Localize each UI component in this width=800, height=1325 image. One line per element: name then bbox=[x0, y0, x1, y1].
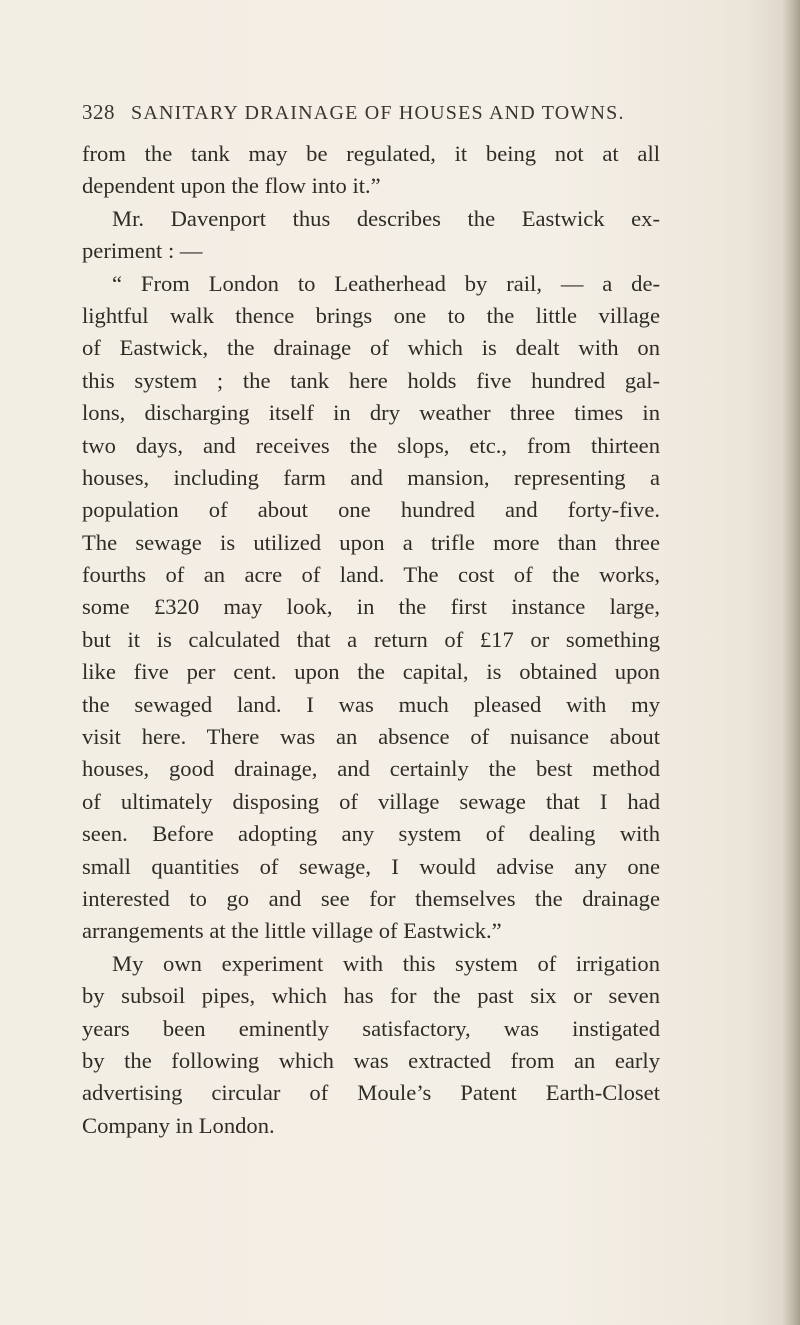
body-text bbox=[82, 138, 660, 1142]
text-line: from the tank may be regulated, it being not at all bbox=[82, 141, 660, 166]
text-line: seen. Before adopting any system of dealing with bbox=[82, 821, 660, 847]
text-line: My own experiment with this system of irrigation bbox=[112, 950, 660, 976]
text-line: by the following which was extracted from an early bbox=[82, 1047, 660, 1073]
text-line: The sewage is utilized upon a trifle more than three bbox=[82, 529, 660, 555]
text-line: the sewaged land. I was much pleased with my bbox=[82, 691, 660, 717]
running-header bbox=[82, 100, 662, 125]
running-title: SANITARY DRAINAGE OF HOUSES AND TOWNS. bbox=[131, 102, 625, 124]
page-edge-shadow bbox=[782, 0, 800, 1325]
text-line: arrangements at the little village of Eastwick.” bbox=[82, 918, 502, 944]
text-line: by subsoil pipes, which has for the past six or seven bbox=[82, 983, 660, 1009]
text-line: lons, discharging itself in dry weather three times in bbox=[82, 400, 660, 426]
text-line: years been eminently satisfactory, was instigated bbox=[82, 1015, 660, 1041]
text-line: fourths of an acre of land. The cost of the works, bbox=[82, 562, 660, 588]
text-line: population of about one hundred and forty-five. bbox=[82, 497, 660, 523]
text-line: periment : — bbox=[82, 238, 203, 264]
page-number: 328 bbox=[82, 100, 115, 124]
text-line: “ From London to Leatherhead by rail, — a de- bbox=[112, 270, 660, 296]
text-line: Mr. Davenport thus describes the Eastwick ex- bbox=[112, 205, 660, 231]
text-line: of Eastwick, the drainage of which is dealt with on bbox=[82, 335, 660, 361]
text-line: houses, including farm and mansion, representing a bbox=[82, 464, 660, 490]
text-line: small quantities of sewage, I would advise any one bbox=[82, 853, 660, 879]
text-line: interested to go and see for themselves the drainage bbox=[82, 885, 660, 911]
text-line: houses, good drainage, and certainly the best method bbox=[82, 756, 660, 782]
text-line: two days, and receives the slops, etc., from thirteen bbox=[82, 432, 660, 458]
text-line: advertising circular of Moule’s Patent Earth-Closet bbox=[82, 1080, 660, 1106]
text-line: of ultimately disposing of village sewage that I had bbox=[82, 788, 660, 814]
text-line: visit here. There was an absence of nuisance about bbox=[82, 724, 660, 750]
text-line: Company in London. bbox=[82, 1112, 275, 1138]
text-line: this system ; the tank here holds five hundred gal- bbox=[82, 367, 660, 393]
text-line: lightful walk thence brings one to the little village bbox=[82, 302, 660, 328]
text-line: but it is calculated that a return of £17 or something bbox=[82, 626, 660, 652]
text-line: dependent upon the flow into it.” bbox=[82, 173, 381, 199]
text-line: some £320 may look, in the first instance large, bbox=[82, 594, 660, 620]
text-line: like five per cent. upon the capital, is obtained upon bbox=[82, 659, 660, 685]
